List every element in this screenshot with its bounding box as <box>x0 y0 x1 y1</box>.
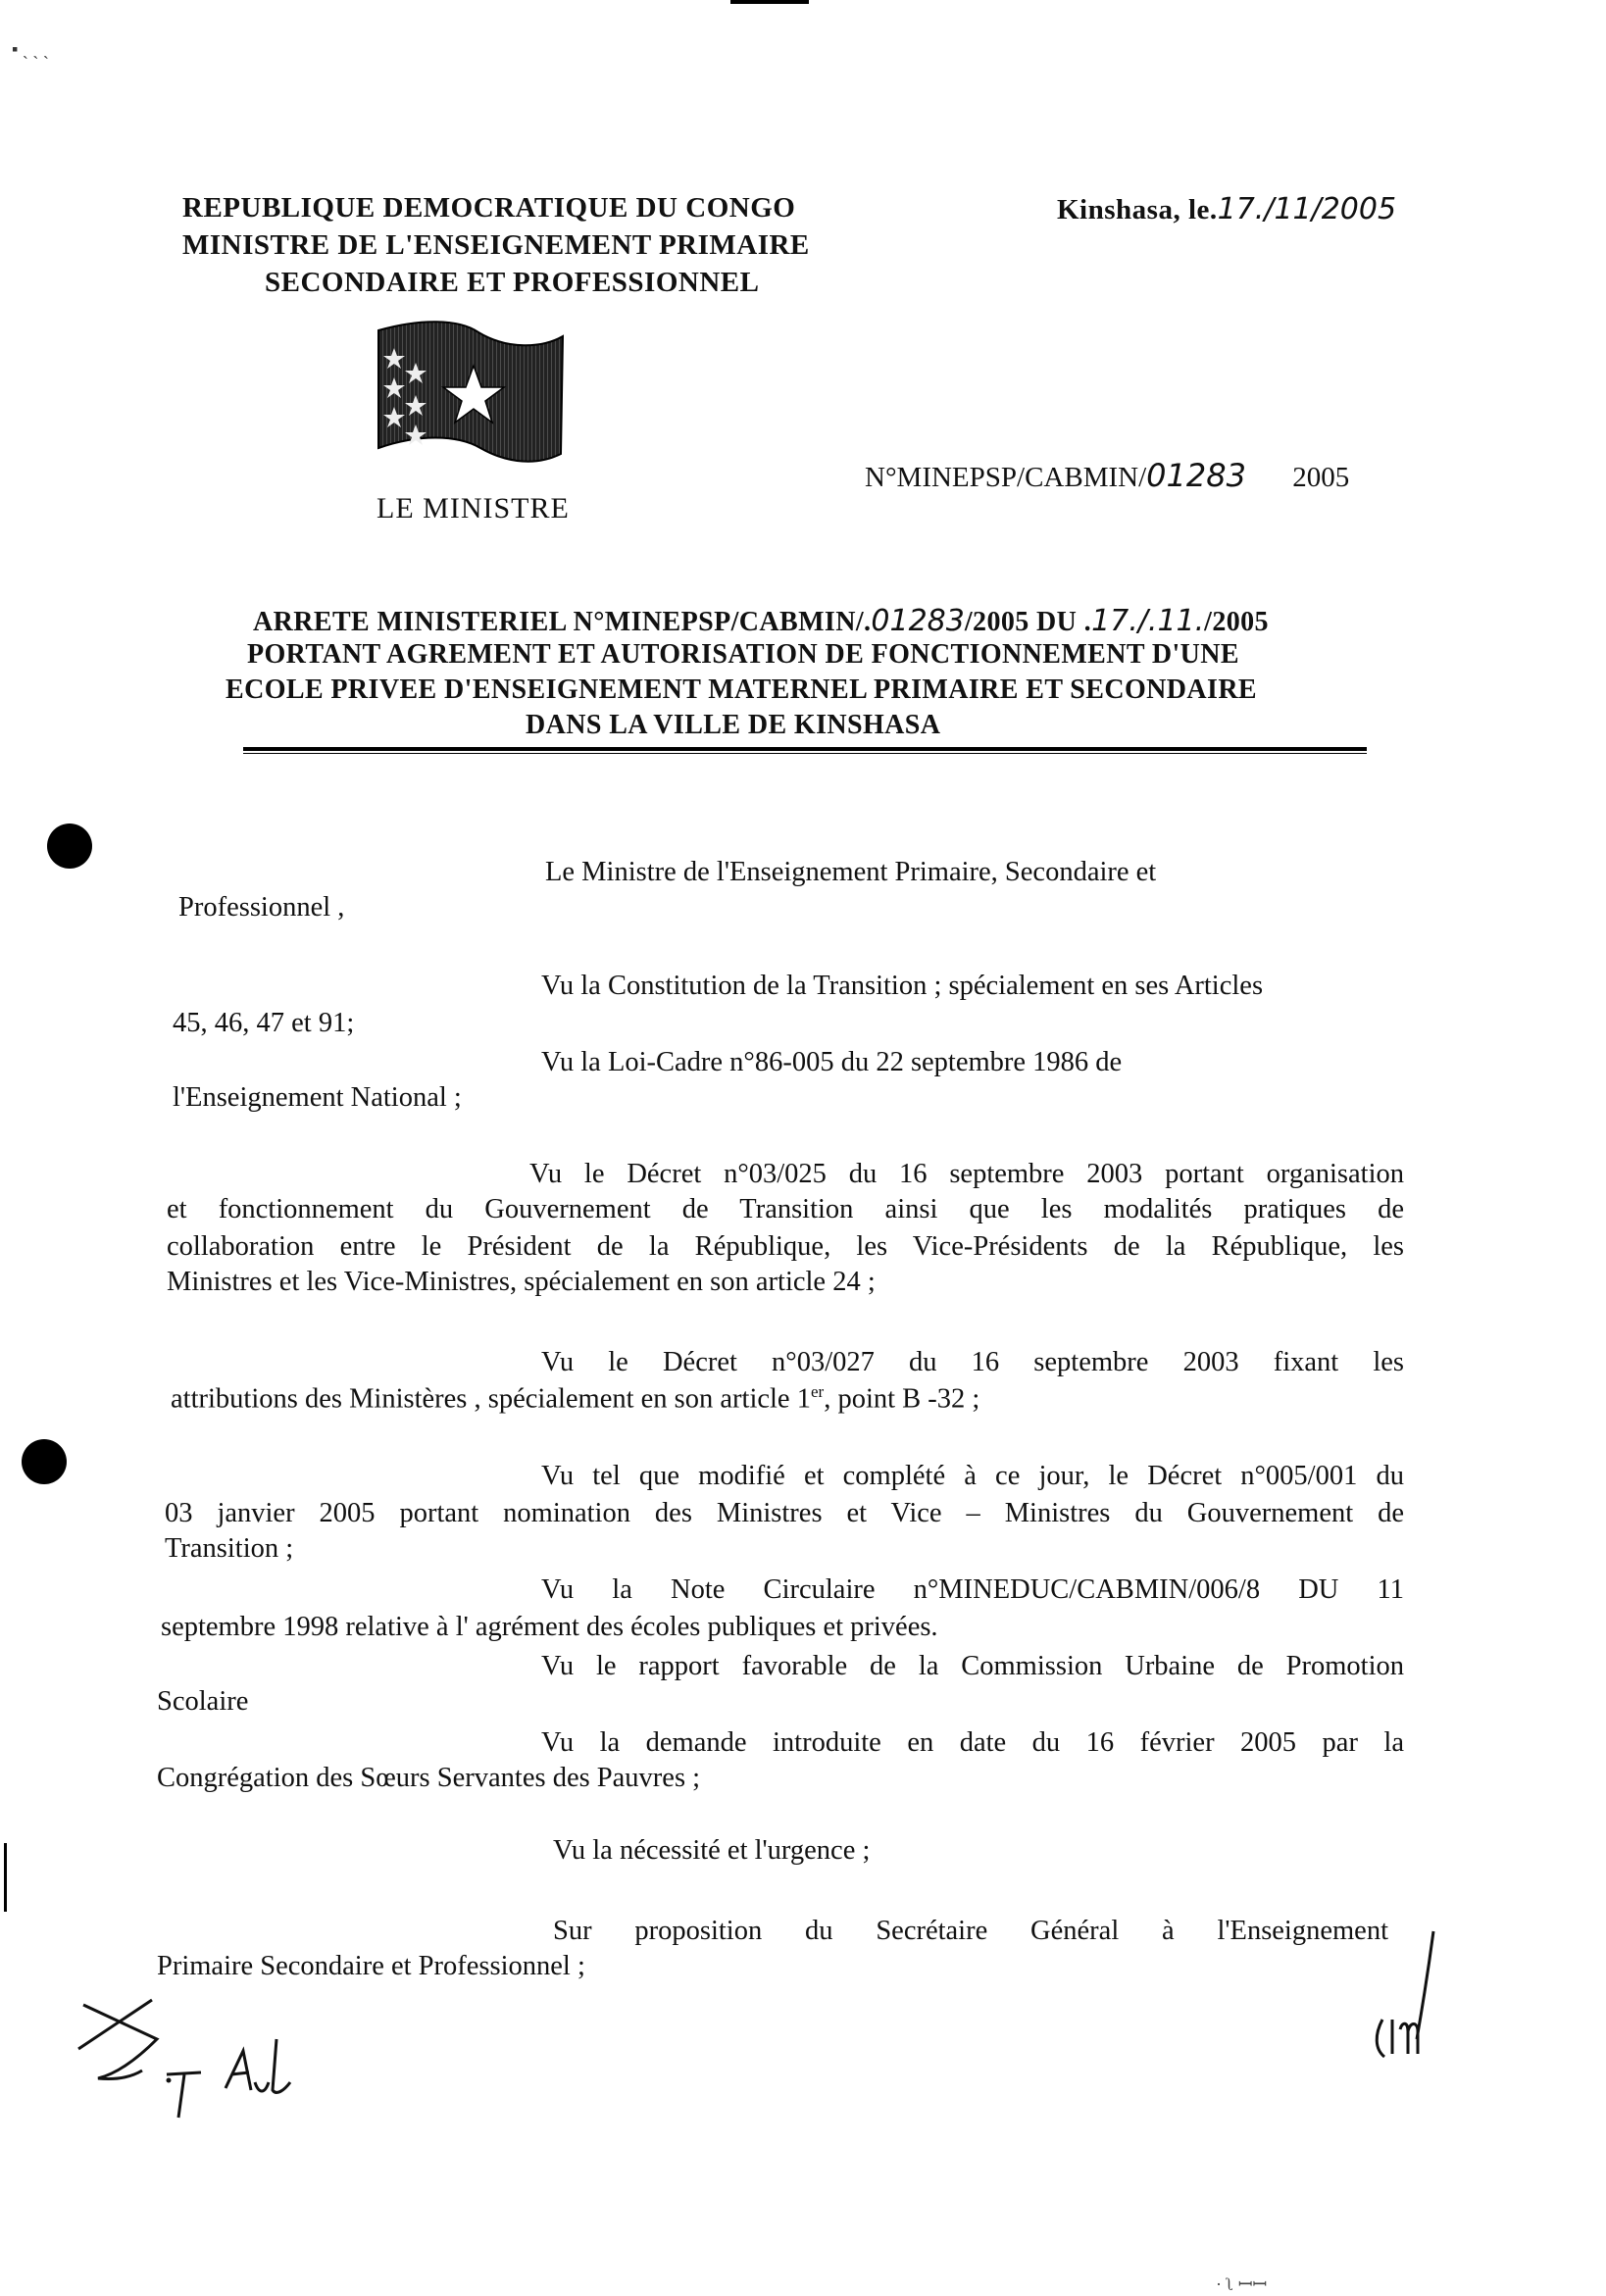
header-republic: REPUBLIQUE DEMOCRATIQUE DU CONGO <box>182 192 796 224</box>
title-year: /2005 <box>1204 607 1269 637</box>
para-decret027-l2 <box>171 1382 979 1416</box>
initials-left-signature <box>59 1980 314 2127</box>
title-handwritten-number: 01283 <box>871 604 965 638</box>
reference-handwritten-number: 01283 <box>1146 457 1246 494</box>
place-date <box>1057 192 1396 226</box>
para-decret027-l2-text: attributions des Ministères , spécialement en son article 1 <box>171 1383 811 1415</box>
para-urgence: Vu la nécessité et l'urgence ; <box>553 1835 871 1866</box>
reference-number <box>865 457 1349 494</box>
para-constitution-l2: 45, 46, 47 et 91; <box>173 1008 355 1038</box>
title-date-prefix: /2005 DU . <box>964 607 1092 637</box>
para-note-l2: septembre 1998 relative à l' agrément des écoles publiques et privées. <box>161 1612 938 1642</box>
decree-title-line4: DANS LA VILLE DE KINSHASA <box>526 710 941 740</box>
para-rapport-l2: Scolaire <box>157 1686 249 1717</box>
title-underline-thin <box>243 753 1367 754</box>
scan-margin-mark <box>4 1843 7 1912</box>
para-decret005-l3: Transition ; <box>165 1533 294 1564</box>
place-date-handwritten: 17./11/2005 <box>1217 192 1397 226</box>
scan-mark-top <box>730 0 809 4</box>
initials-left-text <box>0 0 1 1</box>
title-handwritten-date: 17./.11. <box>1091 604 1205 638</box>
para-rapport-l1: Vu le rapport favorable de la Commission Urbaine de Promotion <box>541 1651 1404 1681</box>
para-proposition-l1: Sur proposition du Secrétaire Général à l'Enseignement <box>553 1916 1388 1946</box>
punch-hole-bottom <box>22 1439 67 1484</box>
decree-title-line3: ECOLE PRIVEE D'ENSEIGNEMENT MATERNEL PRIMAIRE ET SECONDAIRE <box>226 674 1258 705</box>
para-demande-l2: Congrégation des Sœurs Servantes des Pauvres ; <box>157 1763 701 1793</box>
para-decret005-l2: 03 janvier 2005 portant nomination des Ministres et Vice – Ministres du Gouvernement de <box>165 1498 1404 1528</box>
scan-specks: ▪ ˎ ˏ ˎ <box>12 39 49 59</box>
header-role: LE MINISTRE <box>376 492 570 524</box>
para-minister-l2: Professionnel , <box>178 892 345 923</box>
para-decret025-l4: Ministres et les Vice-Ministres, spécialement en son article 24 ; <box>167 1267 876 1297</box>
punch-hole-top <box>47 824 92 869</box>
para-decret025-l2: et fonctionnement du Gouvernement de Transition ainsi que les modalités pratiques de <box>167 1194 1404 1224</box>
header-ministry-line2: SECONDAIRE ET PROFESSIONNEL <box>265 267 760 298</box>
header-ministry-line1: MINISTRE DE L'ENSEIGNEMENT PRIMAIRE <box>182 229 810 261</box>
drc-flag-emblem <box>371 319 569 466</box>
reference-year: 2005 <box>1292 462 1350 493</box>
para-decret027-l1: Vu le Décret n°03/027 du 16 septembre 2003 fixant les <box>541 1347 1404 1377</box>
title-ref-prefix: ARRETE MINISTERIEL N°MINEPSP/CABMIN/. <box>253 607 872 637</box>
para-proposition-l2: Primaire Secondaire et Professionnel ; <box>157 1951 585 1981</box>
reference-prefix: N°MINEPSP/CABMIN/ <box>865 462 1147 493</box>
para-minister-l1: Le Ministre de l'Enseignement Primaire, Secondaire et <box>545 857 1157 887</box>
para-demande-l1: Vu la demande introduite en date du 16 février 2005 par la <box>541 1727 1404 1758</box>
para-decret025-l1: Vu le Décret n°03/025 du 16 septembre 2003 portant organisation <box>529 1159 1404 1189</box>
initials-right-signature <box>1363 1922 1451 2098</box>
para-decret027-l2-sup: er <box>810 1382 825 1401</box>
title-underline <box>243 747 1367 751</box>
para-decret025-l3: collaboration entre le Président de la République, les Vice-Présidents de la République, les <box>167 1231 1404 1262</box>
para-loicadre-l1: Vu la Loi-Cadre n°86-005 du 22 septembre 1986 de <box>541 1047 1123 1077</box>
scan-mark-bottom: · ʅ ꟷꟷ <box>1216 2274 1268 2294</box>
decree-title-line2: PORTANT AGREMENT ET AUTORISATION DE FONCTIONNEMENT D'UNE <box>247 639 1239 670</box>
para-constitution-l1: Vu la Constitution de la Transition ; spécialement en ses Articles <box>541 971 1264 1001</box>
place-date-prefix: Kinshasa, le. <box>1057 194 1218 225</box>
para-note-l1: Vu la Note Circulaire n°MINEDUC/CABMIN/006/8 DU 11 <box>541 1574 1404 1605</box>
para-decret005-l1: Vu tel que modifié et complété à ce jour, le Décret n°005/001 du <box>541 1461 1404 1491</box>
para-decret027-l2-end: , point B -32 ; <box>824 1383 980 1415</box>
para-loicadre-l2: l'Enseignement National ; <box>173 1082 462 1113</box>
decree-title-line1 <box>253 604 1269 638</box>
